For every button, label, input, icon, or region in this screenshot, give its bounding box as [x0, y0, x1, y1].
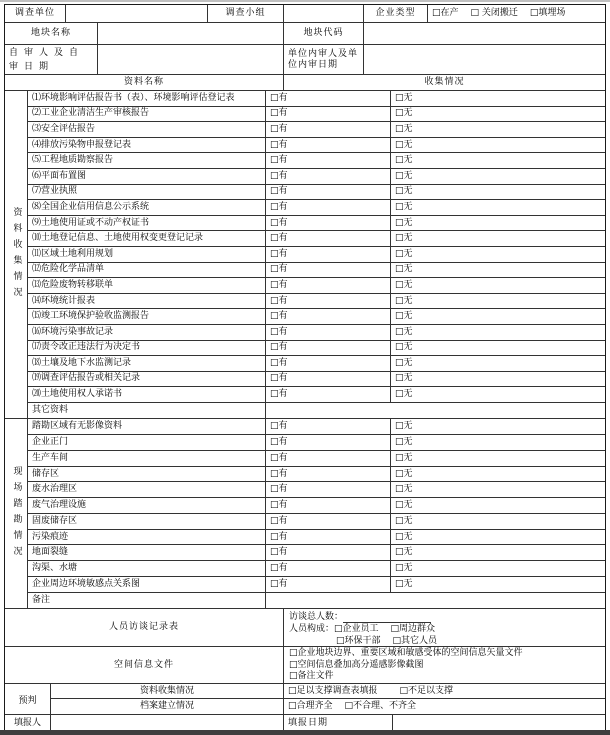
survey-item-row [28, 561, 605, 577]
material-item-row [28, 185, 605, 201]
site-survey-section [5, 419, 605, 609]
survey-item-row [28, 419, 605, 435]
survey-item-row [28, 498, 605, 514]
checkbox-have[interactable]: □有 [266, 467, 391, 482]
checkbox-none[interactable]: □无 [395, 201, 413, 212]
remark-label: 备注 [28, 593, 266, 609]
enterprise-type-label: 企业类型 [364, 5, 428, 22]
checkbox-none[interactable]: □无 [395, 155, 413, 166]
checkbox-none[interactable]: □无 [395, 295, 413, 306]
checkbox-none[interactable]: □无 [395, 233, 413, 244]
other-material-input[interactable] [266, 403, 605, 419]
checkbox-have[interactable]: □有 [266, 294, 391, 309]
top-row-1 [5, 5, 605, 23]
checkbox-have[interactable]: □有 [266, 530, 391, 545]
material-item-row [28, 153, 605, 169]
checkbox-none[interactable]: □无 [395, 421, 413, 432]
checkbox-landfill[interactable]: □填埋场 [529, 8, 566, 18]
checkbox-other-people[interactable]: □其它人员 [392, 636, 438, 647]
plot-code-label: 地块代码 [284, 23, 364, 44]
checkbox-none[interactable]: □无 [395, 437, 413, 448]
material-item-row [28, 309, 605, 325]
filler-label: 填报人 [5, 715, 51, 732]
item-label: 企业周边环境敏感点关系图 [28, 577, 266, 592]
checkbox-have[interactable]: □有 [266, 153, 391, 168]
self-review-label: 自审人及自审日期 [5, 45, 98, 74]
prejudgment-row [51, 699, 605, 714]
data-collection-side-label: 资料收集情况 [11, 206, 22, 303]
plot-name-label: 地块名称 [5, 23, 98, 44]
material-item-row [28, 372, 605, 388]
checkbox-sufficient-support[interactable]: □足以支撑调查表填报 [288, 685, 378, 696]
material-item-row [28, 247, 605, 263]
survey-team-input[interactable] [284, 5, 364, 22]
checkbox-none[interactable]: □无 [395, 139, 413, 150]
material-item-row [28, 294, 605, 310]
checkbox-none[interactable]: □无 [395, 500, 413, 511]
checkbox-none[interactable]: □无 [395, 484, 413, 495]
checkbox-none[interactable]: □无 [395, 389, 413, 400]
unit-review-input[interactable] [364, 45, 605, 74]
item-label: 污染痕迹 [28, 530, 266, 545]
material-item-row [28, 263, 605, 279]
item-label: 踏勘区域有无影像资料 [28, 419, 266, 434]
checkbox-have[interactable]: □有 [266, 498, 391, 513]
item-label: ⒃环境污染事故记录 [28, 325, 266, 340]
item-label: ⑵工业企业清洁生产审核报告 [28, 107, 266, 122]
checkbox-none[interactable]: □无 [395, 217, 413, 228]
checkbox-none[interactable]: □无 [395, 108, 413, 119]
item-label: ⑼土地使用证或不动产权证书 [28, 216, 266, 231]
item-label: ⒁环境统计报表 [28, 294, 266, 309]
checkbox-closed-relocated[interactable]: □ 关闭搬迁 [470, 8, 518, 18]
interview-row [5, 609, 605, 647]
survey-item-row [28, 545, 605, 561]
column-header-row [5, 75, 605, 91]
checkbox-none[interactable]: □无 [395, 563, 413, 574]
item-label: ⑷排放污染物申报登记表 [28, 138, 266, 153]
item-label: ⒄责令改正违法行为决定书 [28, 341, 266, 356]
survey-team-label: 调查小组 [208, 5, 284, 22]
survey-item-row [28, 514, 605, 530]
material-item-row [28, 138, 605, 154]
survey-item-row [28, 467, 605, 483]
top-row-3 [5, 45, 605, 75]
item-label: ⑽土地登记信息、土地使用权变更登记记录 [28, 231, 266, 246]
data-collection-side-cell [5, 91, 28, 418]
item-label: ⑾区域土地利用规划 [28, 247, 266, 262]
spatial-info-detail-cell [284, 647, 605, 683]
interview-total-input[interactable] [343, 614, 431, 623]
checkbox-have[interactable]: □有 [266, 387, 391, 402]
unit-review-label: 单位内审人及单位内审日期 [284, 45, 364, 74]
survey-unit-input[interactable] [66, 5, 208, 22]
checkbox-have[interactable]: □有 [266, 138, 391, 153]
checkbox-reasonable-complete[interactable]: □合理齐全 [288, 701, 333, 712]
checkbox-enterprise-staff[interactable]: □企业员工 [334, 624, 379, 635]
site-survey-side-cell [5, 419, 28, 608]
plot-code-input[interactable] [364, 23, 605, 44]
checkbox-none[interactable]: □无 [395, 311, 413, 322]
item-label: ⒇土地使用权人承诺书 [28, 387, 266, 402]
item-label: 固废储存区 [28, 514, 266, 529]
interview-label: 人员访谈记录表 [5, 609, 284, 646]
checkbox-have[interactable]: □有 [266, 356, 391, 371]
prejudgment-row-options [284, 699, 605, 714]
survey-item-row [28, 577, 605, 593]
prejudgment-side-cell [5, 684, 51, 714]
item-label: ⑶安全评估报告 [28, 122, 266, 137]
material-item-row [28, 341, 605, 357]
checkbox-nearby-residents[interactable]: □周边群众 [390, 624, 436, 635]
material-item-row [28, 200, 605, 216]
item-label: ⒂竣工环境保护验收监测报告 [28, 309, 266, 324]
prejudgment-row-label: 资料收集情况 [51, 684, 284, 698]
self-review-input[interactable] [98, 45, 284, 74]
checkbox-have[interactable]: □有 [266, 545, 391, 560]
item-label: 企业正门 [28, 435, 266, 450]
interview-composition-label: 人员构成： [289, 624, 335, 635]
checkbox-have[interactable]: □有 [266, 419, 391, 434]
checkbox-none[interactable]: □无 [395, 326, 413, 337]
item-label: ⑸工程地质勘察报告 [28, 153, 266, 168]
checkbox-none[interactable]: □无 [395, 92, 413, 103]
checkbox-none[interactable]: □无 [395, 342, 413, 353]
checkbox-have[interactable]: □有 [266, 247, 391, 262]
checkbox-have[interactable]: □有 [266, 577, 391, 592]
fill-date-label: 填报日期 [284, 715, 393, 732]
checkbox-none[interactable]: □无 [395, 279, 413, 290]
checkbox-none[interactable]: □无 [395, 264, 413, 275]
checkbox-none[interactable]: □无 [395, 515, 413, 526]
interview-total-label: 访谈总人数： [289, 612, 344, 623]
checkbox-have[interactable]: □有 [266, 185, 391, 200]
checkbox-vector-files[interactable]: □企业地块边界、重要区域和敏感受体的空间信息矢量文件 [289, 648, 523, 659]
material-item-row [28, 387, 605, 403]
material-item-row [28, 356, 605, 372]
survey-form-table [4, 4, 606, 734]
checkbox-none[interactable]: □无 [395, 578, 413, 589]
checkbox-in-production[interactable]: □在产 [432, 8, 459, 18]
checkbox-none[interactable]: □无 [395, 170, 413, 181]
checkbox-remote-sensing-overlay[interactable]: □空间信息叠加高分遥感影像截图 [289, 659, 424, 670]
prejudgment-section [5, 684, 605, 715]
material-item-row [28, 231, 605, 247]
survey-unit-label: 调查单位 [5, 5, 66, 22]
item-label: ⒆调查评估报告或相关记录 [28, 372, 266, 387]
checkbox-have[interactable]: □有 [266, 216, 391, 231]
item-label: 废气治理设施 [28, 498, 266, 513]
item-label: 地面裂缝 [28, 545, 266, 560]
checkbox-have[interactable]: □有 [266, 309, 391, 324]
spatial-info-label: 空间信息文件 [5, 647, 284, 683]
prejudgment-side-label: 预判 [18, 695, 37, 706]
material-item-row [28, 325, 605, 341]
item-label: ⒅土壤及地下水监测记录 [28, 356, 266, 371]
material-item-row [28, 122, 605, 138]
item-label: ⑿危险化学品清单 [28, 263, 266, 278]
prejudgment-row-options [284, 684, 605, 698]
checkbox-have[interactable]: □有 [266, 561, 391, 576]
material-item-row [28, 107, 605, 123]
survey-item-row [28, 530, 605, 546]
survey-item-row [28, 482, 605, 498]
checkbox-have[interactable]: □有 [266, 341, 391, 356]
window-bottom-edge [0, 730, 610, 735]
material-item-row [28, 216, 605, 232]
item-label: 生产车间 [28, 451, 266, 466]
survey-item-row [28, 435, 605, 451]
material-item-row [28, 278, 605, 294]
checkbox-unreasonable-incomplete[interactable]: □不合理、不齐全 [344, 701, 417, 712]
material-item-row [28, 91, 605, 107]
checkbox-none[interactable]: □无 [395, 468, 413, 479]
column-header-material-name: 资料名称 [5, 75, 284, 90]
remark-input[interactable] [266, 593, 605, 609]
item-label: 废水治理区 [28, 482, 266, 497]
window-top-edge [0, 0, 610, 2]
remark-row [28, 593, 605, 609]
checkbox-have[interactable]: □有 [266, 451, 391, 466]
checkbox-none[interactable]: □无 [395, 123, 413, 134]
site-survey-side-label: 现场踏勘情况 [11, 465, 22, 562]
checkbox-env-cadres[interactable]: □环保干部 [336, 636, 381, 647]
column-header-collection-status: 收集情况 [424, 77, 465, 87]
checkbox-none[interactable]: □无 [395, 373, 413, 384]
plot-name-input[interactable] [98, 23, 284, 44]
item-label: ⑻全国企业信用信息公示系统 [28, 200, 266, 215]
material-item-row [28, 169, 605, 185]
checkbox-have[interactable]: □有 [266, 325, 391, 340]
checkbox-remark-files[interactable]: □备注文件 [289, 671, 334, 682]
top-row-2 [5, 23, 605, 45]
item-label: ⑺营业执照 [28, 185, 266, 200]
item-label: ⒀危险废物转移联单 [28, 278, 266, 293]
checkbox-none[interactable]: □无 [395, 248, 413, 259]
item-label: ⑴环境影响评估报告书（表）、环境影响评估登记表 [28, 91, 266, 106]
checkbox-have[interactable]: □有 [266, 435, 391, 450]
checkbox-none[interactable]: □无 [395, 452, 413, 463]
checkbox-none[interactable]: □无 [395, 547, 413, 558]
checkbox-have[interactable]: □有 [266, 278, 391, 293]
spatial-info-row [5, 647, 605, 684]
checkbox-none[interactable]: □无 [395, 186, 413, 197]
checkbox-none[interactable]: □无 [395, 531, 413, 542]
checkbox-none[interactable]: □无 [395, 357, 413, 368]
prejudgment-row [51, 684, 605, 699]
survey-item-row [28, 451, 605, 467]
checkbox-have[interactable]: □有 [266, 514, 391, 529]
checkbox-have[interactable]: □有 [266, 107, 391, 122]
item-label: 储存区 [28, 467, 266, 482]
checkbox-have[interactable]: □有 [266, 122, 391, 137]
item-label: 沟渠、水塘 [28, 561, 266, 576]
prejudgment-row-label: 档案建立情况 [51, 699, 284, 714]
checkbox-have[interactable]: □有 [266, 263, 391, 278]
item-label: ⑹平面布置图 [28, 169, 266, 184]
other-material-label: 其它资料 [28, 403, 266, 419]
data-collection-section [5, 91, 605, 419]
checkbox-have[interactable]: □有 [266, 231, 391, 246]
checkbox-insufficient-support[interactable]: □不足以支撑 [399, 685, 454, 696]
checkbox-have[interactable]: □有 [266, 200, 391, 215]
checkbox-have[interactable]: □有 [266, 169, 391, 184]
checkbox-have[interactable]: □有 [266, 482, 391, 497]
checkbox-have[interactable]: □有 [266, 372, 391, 387]
checkbox-have[interactable]: □有 [266, 91, 391, 106]
other-material-row [28, 403, 605, 419]
enterprise-type-options [428, 5, 605, 22]
interview-detail-cell [284, 609, 605, 646]
